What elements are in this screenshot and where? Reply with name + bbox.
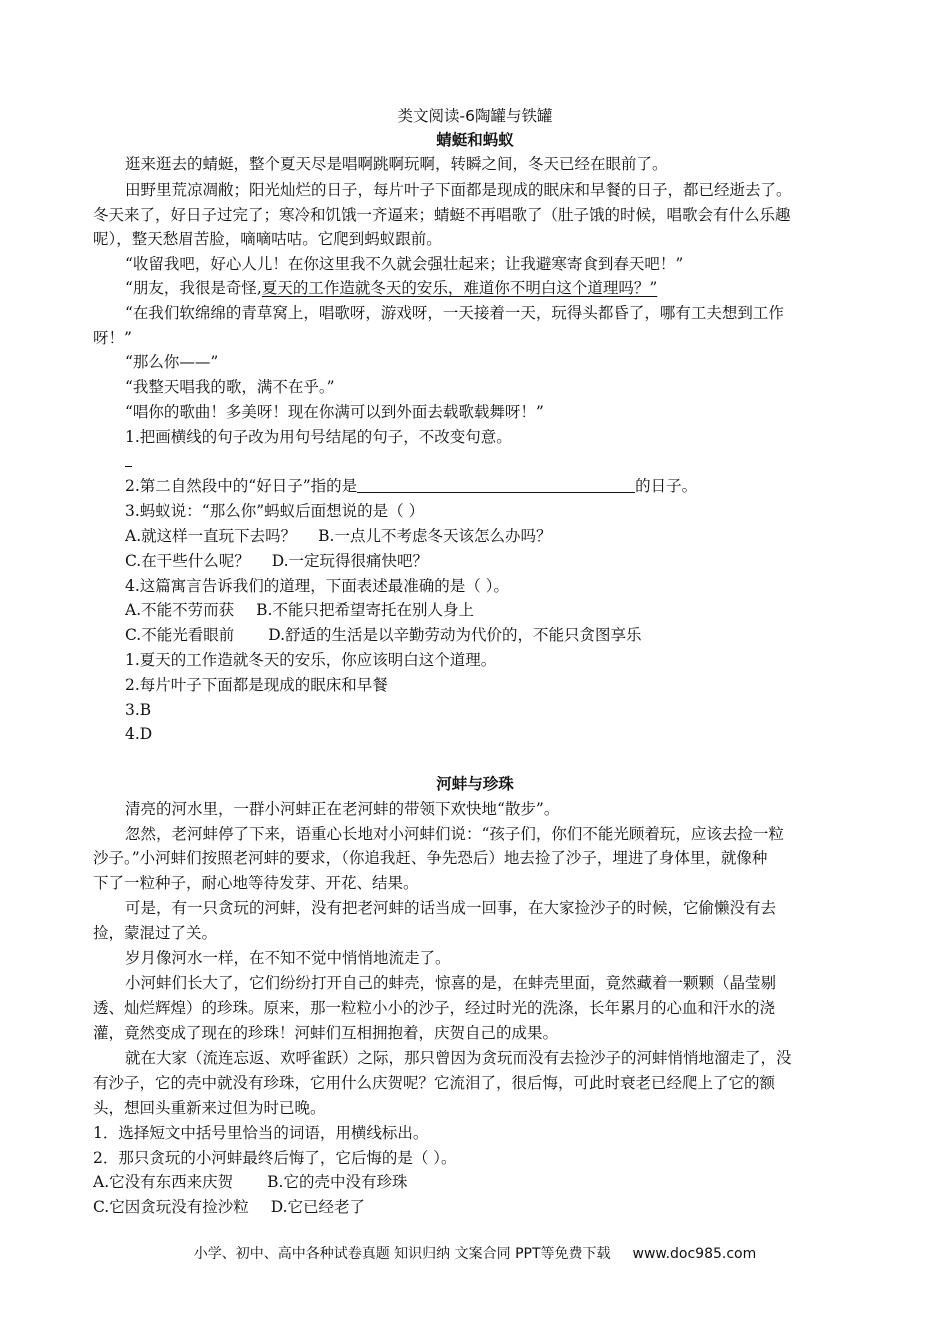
paragraph-line: “在我们软绵绵的青草窝上，唱歌呀，游戏呀，一天接着一天，玩得头都昏了，哪有工夫想到工作 (125, 304, 784, 322)
option-b: B.它的壳中没有珍珠 (267, 1173, 408, 1191)
options-row (125, 549, 950, 573)
paragraph-line: “唱你的歌曲！多美呀！现在你满可以到外面去载歌载舞呀！” (125, 403, 544, 421)
option-a: A.就这样一直玩下去吗？ (125, 527, 297, 545)
option-d: D.它已经老了 (270, 1198, 366, 1216)
question-3: 3.蚂蚁说：“那么你”蚂蚁后面想说的是（ ） (125, 502, 425, 520)
underlined-sentence: 夏天的工作造就冬天的安乐，难道你不明白这个道理吗？” (261, 279, 658, 297)
question-2-suffix: 的日子。 (635, 477, 698, 495)
options-row (93, 1195, 950, 1219)
footer-text: 小学、初中、高中各种试卷真题 知识归纳 文案合同 PPT等免费下载 (193, 1246, 611, 1262)
question-1: 1.把画横线的句子改为用句号结尾的句子，不改变句意。 (125, 428, 512, 446)
options-row (93, 1170, 950, 1194)
option-d: D.舒适的生活是以辛勤劳动为代价的，不能只贪图享乐 (268, 626, 642, 644)
options-row (125, 524, 950, 548)
answer-item: 1.夏天的工作造就冬天的安乐，你应该明白这个道理。 (125, 651, 497, 669)
options-row (125, 623, 950, 647)
story-title: 蜻蜓和蚂蚁 (436, 131, 514, 149)
option-a: A.不能不劳而获 (125, 601, 235, 619)
paragraph-line: 逛来逛去的蜻蜓，整个夏天尽是唱啊跳啊玩啊，转瞬之间，冬天已经在眼前了。 (125, 155, 668, 173)
paragraph-line: 呀！” (93, 329, 132, 347)
paragraph-line: 就在大家（流连忘返、欢呼雀跃）之际，那只曾因为贪玩而没有去捡沙子的河蚌悄悄地溜走了，没 (125, 1049, 792, 1067)
paragraph-line: 清亮的河水里，一群小河蚌正在老河蚌的带领下欢快地“散步”。 (125, 800, 560, 818)
paragraph-line: 灌，竟然变成了现在的珍珠！河蚌们互相拥抱着，庆贺自己的成果。 (93, 1024, 559, 1042)
option-d: D.一定玩得很痛快吧？ (271, 552, 429, 570)
question-2 (125, 474, 950, 498)
paragraph-line: 有沙子，它的壳中就没有珍珠，它用什么庆贺呢？它流泪了，很后悔，可此时衰老已经爬上了它的额 (93, 1074, 776, 1092)
paragraph-line: 小河蚌们长大了，它们纷纷打开自己的蚌壳，惊喜的是，在蚌壳里面，竟然藏着一颗颗（晶莹剔 (125, 974, 777, 992)
answer-item: 3.B (125, 701, 152, 719)
paragraph-line: “收留我吧，好心人儿！在你这里我不久就会强壮起来；让我避寒寄食到春天吧！” (125, 255, 684, 273)
section-header: 类文阅读-6陶罐与铁罐 (397, 107, 553, 125)
paragraph-line: 呢），整天愁眉苦脸，嘀嘀咕咕。它爬到蚂蚁跟前。 (93, 230, 442, 248)
fill-blank (357, 474, 635, 493)
question-1: 1．选择短文中括号里恰当的词语，用横线标出。 (93, 1124, 429, 1142)
paragraph-line: 头，想回头重新来过但为时已晚。 (93, 1099, 326, 1117)
option-b: B.不能只把希望寄托在别人身上 (256, 601, 474, 619)
answer-item: 2.每片叶子下面都是现成的眠床和早餐 (125, 676, 388, 694)
paragraph-line: 下了一粒种子，耐心地等待发芽、开花、结果。 (93, 874, 419, 892)
question-2: 2．那只贪玩的小河蚌最终后悔了，它后悔的是（ ）。 (93, 1149, 457, 1167)
paragraph-line: 透、灿烂辉煌）的珍珠。原来，那一粒粒小小的沙子，经过时光的洗涤，长年累月的心血和汗水的浇 (93, 999, 776, 1017)
story-title: 河蚌与珍珠 (436, 774, 514, 793)
paragraph-line: 田野里荒凉凋敝；阳光灿烂的日子，每片叶子下面都是现成的眠床和早餐的日子，都已经逝去了。 (125, 181, 792, 199)
paragraph-line: 捡，蒙混过了关。 (93, 924, 218, 942)
option-c: C.它因贪玩没有捡沙粒 (93, 1198, 249, 1216)
paragraph-line: 沙子。”小河蚌们按照老河蚌的要求，（你追我赶、争先恐后）地去捡了沙子，埋进了身体里，就像种 (93, 849, 768, 867)
paragraph-line: 可是，有一只贪玩的河蚌，没有把老河蚌的话当成一回事，在大家捡沙子的时候，它偷懒没有去 (125, 899, 777, 917)
paragraph-line: 冬天来了，好日子过完了；寒冷和饥饿一齐逼来；蜻蜓不再唱歌了（肚子饿的时候，唱歌会有什么乐趣 (93, 206, 791, 224)
question-2-text: 2.第二自然段中的“好日子”指的是 (125, 477, 358, 495)
page-footer (0, 1244, 950, 1264)
paragraph-line: 岁月像河水一样，在不知不觉中悄悄地流走了。 (125, 949, 451, 967)
paragraph-line: 忽然，老河蚌停了下来，语重心长地对小河蚌们说：“孩子们，你们不能光顾着玩，应该去捡一粒 (125, 825, 784, 843)
paragraph-line: “那么你——” (125, 353, 219, 371)
question-4: 4.这篇寓言告诉我们的道理，下面表述最准确的是（ ）。 (125, 577, 509, 595)
option-a: A.它没有东西来庆贺 (93, 1173, 234, 1191)
options-row (125, 598, 950, 622)
paragraph-line (125, 276, 950, 300)
answer-line (125, 450, 950, 474)
answer-item: 4.D (125, 725, 153, 743)
dialogue-text: “朋友，我很是奇怪, (125, 279, 262, 297)
option-b: B.一点儿不考虑冬天该怎么办吗？ (318, 527, 552, 545)
option-c: C.不能光看眼前 (125, 626, 235, 644)
footer-url[interactable]: www.doc985.com (632, 1246, 757, 1262)
paragraph-line: “我整天唱我的歌，满不在乎。” (125, 378, 335, 396)
option-c: C.在干些什么呢？ (125, 552, 250, 570)
